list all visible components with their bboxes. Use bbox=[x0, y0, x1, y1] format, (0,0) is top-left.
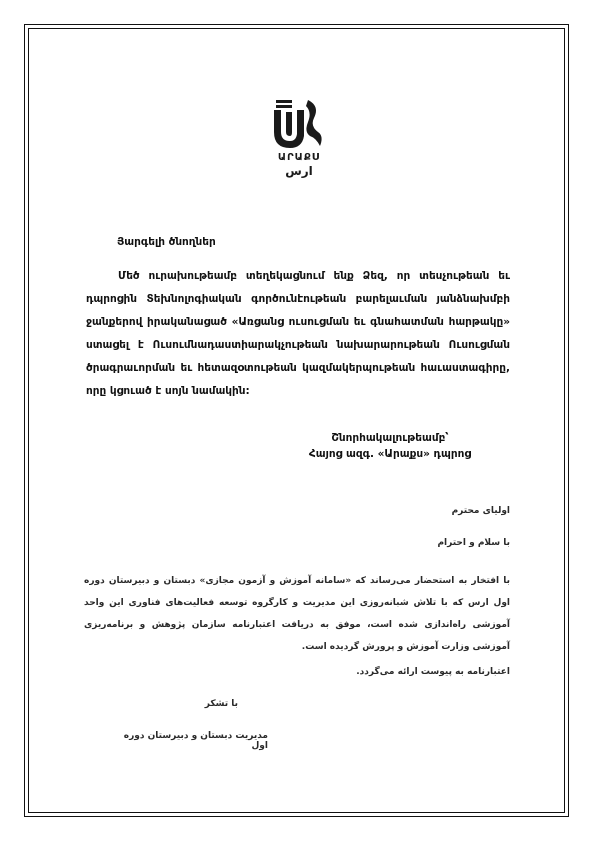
persian-attachment-note: اعتبارنامه به پیوست ارائه می‌گردد. bbox=[356, 667, 510, 677]
logo-persian-text: ارس bbox=[285, 164, 313, 178]
aras-logo-icon bbox=[268, 96, 330, 152]
logo-armenian-text: ԱՐԱՔՍ bbox=[277, 152, 321, 163]
persian-body: با افتخار به استحضار می‌رساند که «سامانه آموزش و آزمون مجازی» دبستان و دبیرستان دوره اول ارس که با تلاش شبانه‌روزی این مدیریت و کارگروه توسعه فعالیت‌های فناوری این واحد آموزشی راه‌اندازی شده است، موفق به دریافت اعتبارنامه سازمان پژوهش و برنامه‌ریزی آموزشی وزارت آموزش و پرورش گردیده است. bbox=[84, 576, 510, 652]
persian-greeting: با سلام و احترام bbox=[437, 538, 510, 548]
persian-sender: مدیریت دبستان و دبیرستان دوره اول bbox=[123, 731, 268, 751]
armenian-greeting: Յարգելի ծնողներ bbox=[117, 236, 216, 248]
armenian-sign-line-1: Շնորհակալութեամբ՝ bbox=[331, 432, 449, 444]
aras-logo bbox=[268, 96, 330, 182]
armenian-sign-line-2: Հայոց ազգ. «Արաքս» դպրոց bbox=[308, 448, 472, 460]
persian-thanks: با تشکر bbox=[204, 699, 238, 709]
persian-salutation: اولیای محترم bbox=[451, 506, 510, 516]
armenian-body: Մեծ ուրախութեամբ տեղեկացնում ենք Ձեզ, որ տեսչութեան եւ դպրոցին Տեխնոլոգիական գործունէութեան բարելաւման յանձնախմբի ջանքերով իրականացած «Առցանց ուսուցման եւ գնահատման հարթակը» ստացել է Ուսումնադաստիարակչութեան նախարարութեան Ուսուցման ծրագրաւորման եւ հետազօտութեան կազմակերպութեան հաւաստագիրը, որը կցուած է սոյն նամակին: bbox=[86, 270, 510, 397]
